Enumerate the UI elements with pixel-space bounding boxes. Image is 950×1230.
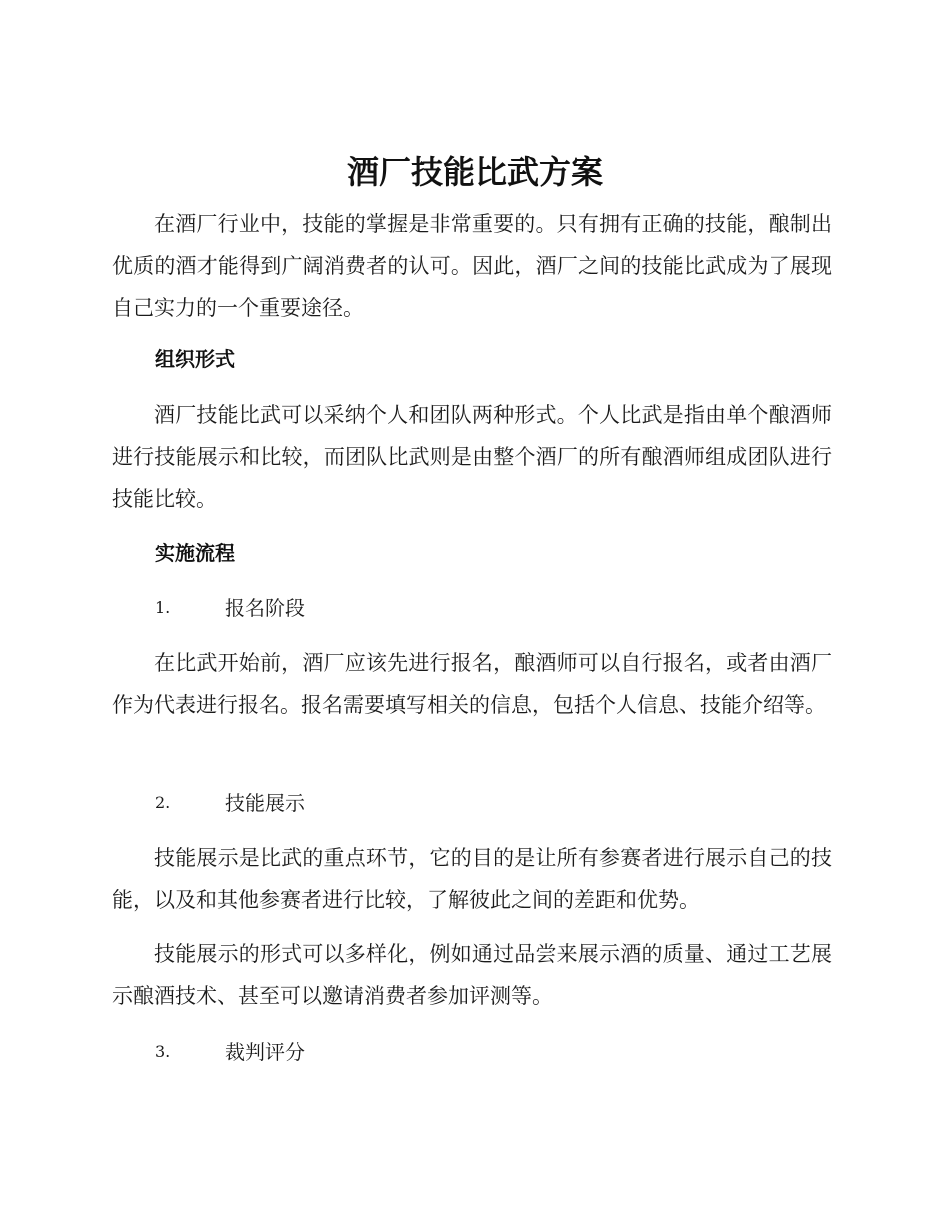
list-label: 报名阶段: [225, 596, 305, 620]
list-label: 技能展示: [225, 791, 305, 815]
section-heading-process: 实施流程: [155, 541, 235, 565]
list-number: 1.: [155, 598, 171, 617]
intro-paragraph: 在酒厂行业中，技能的掌握是非常重要的。只有拥有正确的技能，酿制出优质的酒才能得到广阔消费者的认可。因此，酒厂之间的技能比武成为了展现自己实力的一个重要途径。: [112, 212, 832, 320]
list-item-skill-display: [155, 788, 305, 818]
list-label: 裁判评分: [225, 1040, 305, 1064]
skill-display-paragraph-2: 技能展示的形式可以多样化，例如通过品尝来展示酒的质量、通过工艺展示酿酒技术、甚至可以邀请消费者参加评测等。: [112, 942, 832, 1008]
list-item-judging: [155, 1037, 305, 1067]
skill-display-paragraph-1: 技能展示是比武的重点环节，它的目的是让所有参赛者进行展示自己的技能，以及和其他参赛者进行比较，了解彼此之间的差距和优势。: [112, 846, 832, 912]
registration-paragraph: 在比武开始前，酒厂应该先进行报名，酿酒师可以自行报名，或者由酒厂作为代表进行报名。报名需要填写相关的信息，包括个人信息、技能介绍等。: [112, 651, 832, 717]
document-title: 酒厂技能比武方案: [346, 153, 603, 191]
list-item-registration: [155, 593, 305, 623]
list-number: 2.: [155, 793, 171, 812]
organization-paragraph: 酒厂技能比武可以采纳个人和团队两种形式。个人比武是指由单个酿酒师进行技能展示和比较，而团队比武则是由整个酒厂的所有酿酒师组成团队进行技能比较。: [112, 403, 832, 511]
section-heading-organization: 组织形式: [155, 347, 235, 371]
list-number: 3.: [155, 1042, 171, 1061]
